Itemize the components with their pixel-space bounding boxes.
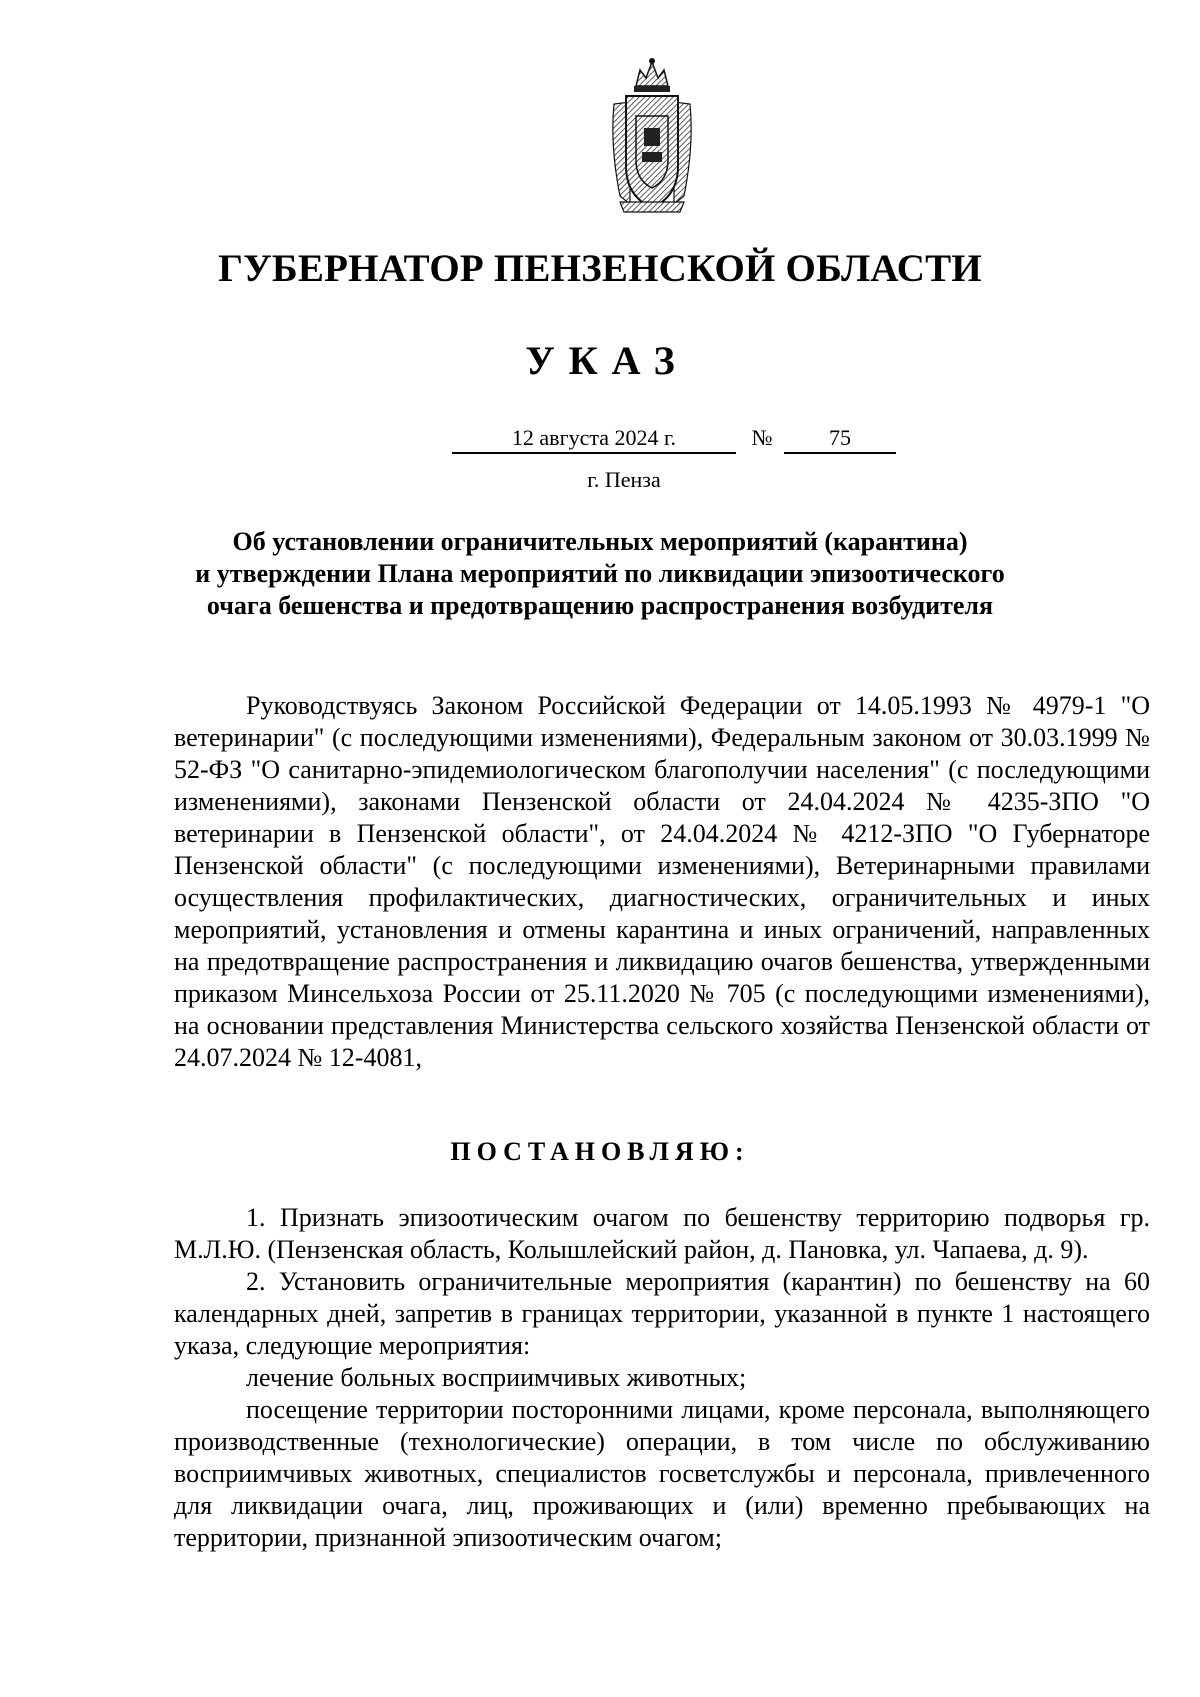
preamble-section [174,690,1150,1074]
decree-item: 1. Признать эпизоотическим очагом по бешенству территорию подворья гр. М.Л.Ю. (Пензенская область, Колышлейский район, д. Пановка, ул. Чапаева, д. 9). [174,1203,1150,1264]
document-title [150,526,1050,622]
title-line: очага бешенства и предотвращению распространения возбудителя [206,591,994,620]
document-date: 12 августа 2024 г. [452,424,736,454]
coat-of-arms-icon [606,56,698,214]
preamble-paragraph: Руководствуясь Законом Российской Федерации от 14.05.1993 № 4979-1 "О ветеринарии" (с последующими изменениями), Федеральным законом от 30.03.1999 № 52-ФЗ "О санитарно-эпидемиологическом благополучии населения" (с последующими изменениями), законами Пензенской области от 24.04.2024 № 4235-ЗПО "О ветеринарии в Пензенской области", от 24.04.2024 № 4212-ЗПО "О Губернаторе Пензенской области" (с последующими изменениями), Ветеринарными правилами осуществления профилактических, диагностических, ограничительных и иных мероприятий, установления и отмены карантина и иных ограничений, направленных на предотвращение распространения и ликвидацию очагов бешенства, утвержденными приказом Минсельхоза России от 25.11.2020 № 705 (с последующими изменениями), на основании представления Министерства сельского хозяйства Пензенской области от 24.07.2024 № 12-4081, [174,691,1150,1072]
document-city: г. Пенза [587,467,661,492]
title-line: Об установлении ограничительных мероприятий (карантина) [232,527,968,556]
decree-item: лечение больных восприимчивых животных; [246,1363,747,1392]
decree-items [174,1202,1150,1554]
decree-item: посещение территории посторонними лицами, кроме персонала, выполняющего производственные (технологические) операции, в том числе по обслуживанию восприимчивых животных, специалистов госветслужбы и персонала, привлеченного для ликвидации очага, лиц, проживающих и (или) временно пребывающих на территории, признанной эпизоотическим очагом; [174,1395,1150,1552]
document-number: 75 [784,424,896,454]
title-line: и утверждении Плана мероприятий по ликвидации эпизоотического [195,559,1005,588]
number-sign: № [751,425,773,450]
issuing-authority: ГУБЕРНАТОР ПЕНЗЕНСКОЙ ОБЛАСТИ [218,247,982,290]
decree-item: 2. Установить ограничительные мероприятия (карантин) по бешенству на 60 календарных дней, запретив в границах территории, указанной в пункте 1 настоящего указа, следующие мероприятия: [174,1267,1150,1360]
decree-heading: ПОСТАНОВЛЯЮ: [450,1137,750,1166]
document-type: УКАЗ [525,338,689,383]
